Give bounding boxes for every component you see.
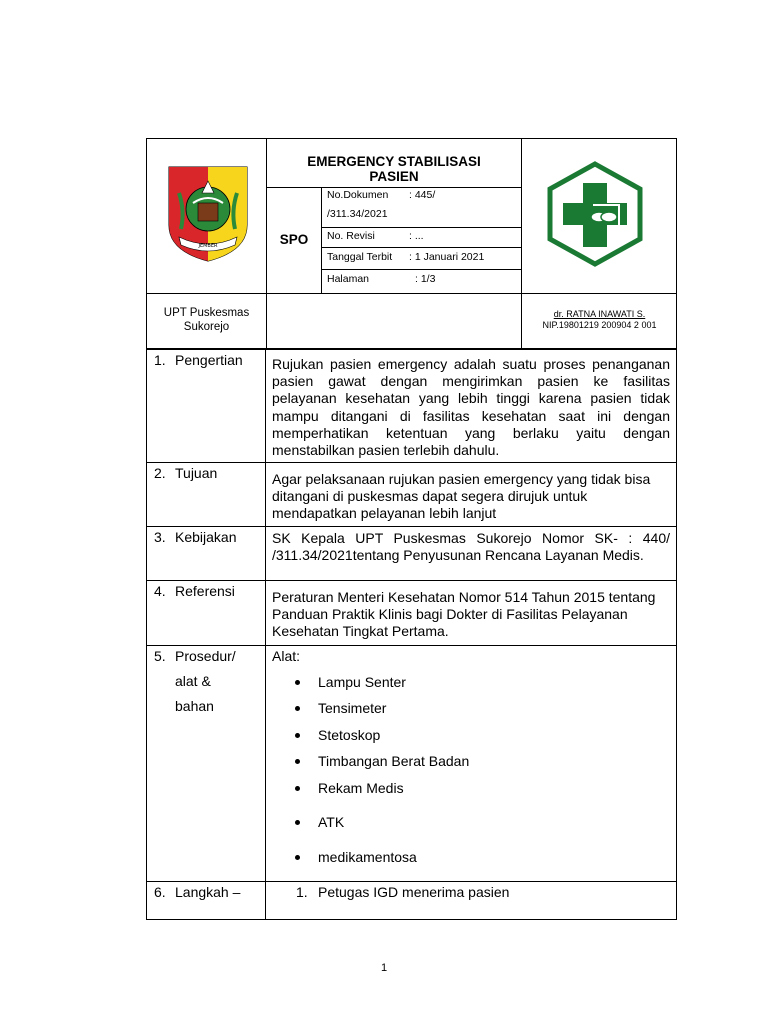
regency-coat-of-arms-logo — [165, 163, 251, 263]
section-kebijakan: 3. Kebijakan SK Kepala UPT Puskesmas Sukorejo Nomor SK- : 440/ /311.34/2021tentang Penyusunan Rencana Layanan Medis. — [146, 527, 677, 581]
tujuan-text: Agar pelaksanaan rujukan pasien emergency yang tidak bisa ditangani di puskesmas dapat segera dirujuk untuk mendapatkan pelayanan lebih lanjut — [272, 471, 651, 522]
signatory — [521, 309, 678, 331]
kebijakan-text: SK Kepala UPT Puskesmas Sukorejo Nomor SK- : 440/ /311.34/2021tentang Penyusunan Rencana Layanan Medis. — [272, 530, 670, 564]
spo-label: SPO — [279, 232, 309, 247]
spo-header-table: JEMBER EMERGENCY STABILISASI PASIEN SPO No.Dokumen : 445/ /311.34/2021 No. Revisi : ... Tanggal Terbit : 1 Januari 2021 Halaman : 1/3 — [146, 138, 677, 294]
document-title: EMERGENCY STABILISASI PASIEN — [307, 154, 481, 184]
org-signature-row — [146, 293, 677, 349]
referensi-text: Peraturan Menteri Kesehatan Nomor 514 Tahun 2015 tentang Panduan Praktik Klinis bagi Dokter di Fasilitas Pelayanan Kesehatan Tingkat Pertama. — [272, 589, 656, 640]
step-text: Petugas IGD menerima pasien — [318, 884, 510, 900]
section-referensi: 4. Referensi Peraturan Menteri Kesehatan Nomor 514 Tahun 2015 tentang Panduan Praktik Klinis bagi Dokter di Fasilitas Pelayanan Kesehatan Tingkat Pertama. — [146, 580, 677, 646]
step-number: 1. — [296, 884, 308, 900]
signatory-nip: NIP.19801219 200904 2 001 — [542, 320, 657, 330]
puskesmas-logo — [545, 161, 645, 267]
section-langkah: 6. Langkah – 1. Petugas IGD menerima pasien — [146, 881, 677, 920]
section-pengertian: 1. Pengertian Rujukan pasien emergency adalah suatu proses penanganan pasien gawat dengan mengirimkan pasien ke fasilitas pelayanan kesehatan yang lebih tinggi karena pasien tidak mampu ditangani di fasilitas kesehatan saat ini dengan memperhatikan ketentuan yang berlaku yaitu dengan menstabilkan pasien terlebih dahulu. — [146, 349, 677, 463]
signatory-name: dr. RATNA INAWATI S. — [553, 309, 646, 319]
pengertian-text: Rujukan pasien emergency adalah suatu proses penanganan pasien gawat dengan mengirimkan pasien ke fasilitas pelayanan kesehatan yang lebih tinggi karena pasien tidak mampu ditangani di fasilitas kesehatan saat ini dengan memperhatikan ketentuan yang berlaku yaitu dengan menstabilkan pasien terlebih dahulu. — [272, 356, 670, 459]
alat-heading: Alat: — [272, 648, 301, 664]
section-prosedur: 5. Prosedur/ alat & bahan Alat: Lampu Senter Tensimeter Stetoskop Timbangan Berat Badan Rekam Medis ATK medikamentosa — [146, 646, 677, 882]
org-name: UPT Puskesmas Sukorejo — [163, 307, 250, 333]
section-tujuan: 2. Tujuan Agar pelaksanaan rujukan pasien emergency yang tidak bisa ditangani di puskesmas dapat segera dirujuk untuk mendapatkan pelayanan lebih lanjut — [146, 463, 677, 527]
page-number: 1 — [380, 962, 388, 974]
regency-banner-text: JEMBER — [198, 243, 218, 249]
